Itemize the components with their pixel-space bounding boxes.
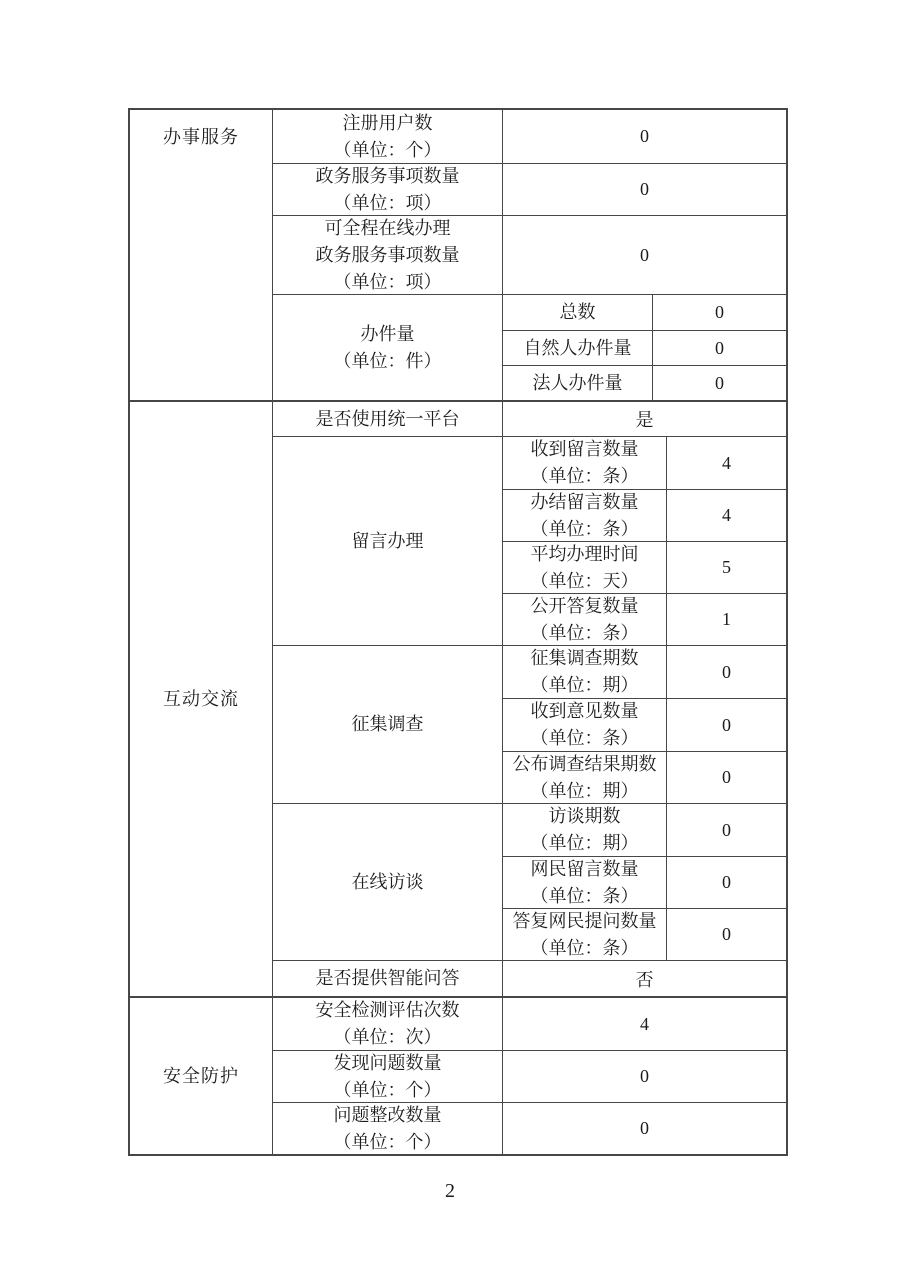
subrow: [503, 437, 786, 489]
value-text: 0: [722, 924, 731, 944]
row-value: [503, 1051, 786, 1102]
row-value: [503, 1103, 786, 1154]
subrow: [503, 908, 786, 960]
group-label: 安全防护: [163, 1065, 239, 1086]
subrow-label: [503, 804, 667, 856]
label-line: 发现问题数量: [333, 1052, 442, 1073]
page-number: 2: [445, 1180, 455, 1202]
value-text: 0: [640, 244, 649, 265]
label-line: （单位：条）: [530, 466, 639, 486]
table-row: [273, 1102, 786, 1154]
subrow-label: [503, 857, 667, 908]
subrow-label: [503, 542, 667, 593]
label-line: （单位：条）: [530, 885, 639, 906]
label-line: 网民留言数量: [530, 858, 639, 879]
label-line: 注册用户数: [342, 112, 433, 133]
label-line: 收到留言数量: [530, 439, 639, 459]
label-line: （单位：条）: [530, 518, 639, 539]
table-row: [273, 215, 786, 294]
section-interaction: [130, 400, 786, 996]
subrows: [503, 437, 786, 645]
row-value: [503, 998, 786, 1050]
subrow: [503, 541, 786, 593]
label-line: 征集调查期数: [530, 648, 639, 668]
table-row-group: [273, 294, 786, 400]
value-text: 4: [640, 1013, 649, 1034]
section-rows: [273, 110, 786, 400]
subrow: [503, 804, 786, 856]
row-label: [273, 216, 503, 294]
row-value: [503, 110, 786, 163]
value-text: 0: [640, 1118, 649, 1138]
subrow-value: [667, 909, 786, 960]
value-text: 0: [722, 819, 731, 840]
subrow-label: [503, 331, 653, 365]
subrow-label: [503, 594, 667, 645]
table-row: [273, 402, 786, 436]
row-label: [273, 646, 503, 803]
value-text: 5: [722, 557, 731, 577]
subrow-value: [667, 752, 786, 803]
label-line: 访谈期数: [548, 806, 621, 826]
value-text: 0: [715, 337, 724, 358]
label-line: 留言办理: [351, 530, 424, 551]
label-line: （单位：项）: [333, 271, 442, 292]
subrow: [503, 365, 786, 400]
label-line: （单位：次）: [333, 1027, 442, 1047]
subrow: [503, 646, 786, 698]
label-line: 是否提供智能问答: [315, 968, 460, 988]
value-text: 0: [715, 372, 724, 393]
value-text: 0: [722, 767, 731, 787]
row-label: [273, 295, 503, 400]
value-text: 0: [722, 872, 731, 892]
subrow-value: [667, 646, 786, 698]
subrow-label: [503, 366, 653, 400]
subrow-value: [667, 804, 786, 856]
group-label: 互动交流: [163, 688, 239, 709]
value-text: 4: [722, 452, 731, 473]
label-line: 收到意见数量: [530, 701, 639, 721]
subrows: [503, 295, 786, 400]
label-line: （单位：件）: [333, 350, 442, 371]
section-rows: [273, 402, 786, 996]
label-line: （单位：项）: [333, 192, 442, 213]
value-text: 0: [722, 661, 731, 682]
table-row: [273, 998, 786, 1050]
row-value: [503, 164, 786, 215]
report-table: [128, 108, 788, 1156]
subrow-label: [503, 646, 667, 698]
subrow-label: [503, 295, 653, 330]
subrow: [503, 593, 786, 645]
subrow-label: [503, 752, 667, 803]
label-line: 在线访谈: [351, 871, 424, 892]
label-line: 平均办理时间: [530, 543, 639, 564]
label-line: 是否使用统一平台: [315, 408, 460, 429]
subrow: [503, 856, 786, 908]
row-label: [273, 804, 503, 960]
label-line: （单位：天）: [530, 570, 639, 591]
subrow-value: [653, 295, 786, 330]
subrow-value: [667, 857, 786, 908]
group-label: 办事服务: [163, 127, 239, 147]
subrow-value: [653, 331, 786, 365]
label-line: 公开答复数量: [530, 595, 639, 616]
label-line: 答复网民提问数量: [512, 910, 657, 931]
value-text: 0: [715, 302, 724, 322]
row-label: [273, 1051, 503, 1102]
subrow-value: [667, 490, 786, 541]
label-line: （单位：条）: [530, 622, 639, 643]
table-row: [273, 163, 786, 215]
label-line: （单位：期）: [530, 833, 639, 853]
section-rows: [273, 998, 786, 1154]
row-value: [503, 402, 786, 436]
label-line: 安全检测评估次数: [315, 1000, 460, 1020]
label-line: 自然人办件量: [523, 337, 632, 358]
subrow-value: [653, 366, 786, 400]
label-line: （单位：个）: [333, 1079, 442, 1100]
subrow: [503, 751, 786, 803]
value-text: 0: [640, 126, 649, 146]
subrow: [503, 295, 786, 330]
table-row-group: [273, 645, 786, 803]
subrows: [503, 804, 786, 960]
row-label: [273, 110, 503, 163]
value-text: 0: [722, 714, 731, 735]
group-cell-services: [130, 110, 273, 400]
label-line: （单位：个）: [333, 1131, 442, 1152]
value-text: 1: [722, 609, 731, 629]
subrow-label: [503, 699, 667, 751]
group-cell-interaction: [130, 402, 273, 996]
label-line: 征集调查: [351, 714, 424, 734]
subrow: [503, 698, 786, 751]
label-line: 可全程在线办理: [324, 217, 451, 238]
subrow-label: [503, 437, 667, 489]
value-text: 0: [640, 179, 649, 199]
row-label: [273, 402, 503, 436]
label-line: 问题整改数量: [333, 1104, 442, 1125]
label-line: 办件量: [360, 323, 415, 344]
label-line: 公布调查结果期数: [512, 753, 657, 774]
value-text: 0: [640, 1066, 649, 1086]
subrow-value: [667, 699, 786, 751]
subrows: [503, 646, 786, 803]
label-line: 办结留言数量: [530, 491, 639, 512]
row-label: [273, 164, 503, 215]
value-text: 否: [635, 969, 654, 990]
label-line: 政务服务事项数量: [315, 244, 460, 265]
row-value: [503, 216, 786, 294]
value-text: 4: [722, 505, 731, 525]
table-row-group: [273, 436, 786, 645]
row-value: [503, 961, 786, 996]
subrow: [503, 330, 786, 365]
subrow-value: [667, 437, 786, 489]
subrow-value: [667, 542, 786, 593]
label-line: （单位：期）: [530, 675, 639, 695]
section-security: [130, 996, 786, 1154]
table-row: [273, 960, 786, 996]
label-line: （单位：条）: [530, 937, 639, 958]
label-line: 法人办件量: [532, 372, 623, 393]
row-label: [273, 1103, 503, 1154]
group-cell-security: [130, 998, 273, 1154]
subrow: [503, 489, 786, 541]
section-services: [130, 110, 786, 400]
table-row: [273, 110, 786, 163]
row-label: [273, 961, 503, 996]
label-line: 政务服务事项数量: [315, 165, 460, 186]
value-text: 是: [635, 410, 654, 430]
row-label: [273, 437, 503, 645]
label-line: （单位：条）: [530, 728, 639, 748]
table-row: [273, 1050, 786, 1102]
row-label: [273, 998, 503, 1050]
table-row-group: [273, 803, 786, 960]
subrow-label: [503, 490, 667, 541]
subrow-value: [667, 594, 786, 645]
label-line: （单位：期）: [530, 780, 639, 801]
label-line: （单位：个）: [333, 139, 442, 160]
subrow-label: [503, 909, 667, 960]
label-line: 总数: [559, 302, 596, 322]
